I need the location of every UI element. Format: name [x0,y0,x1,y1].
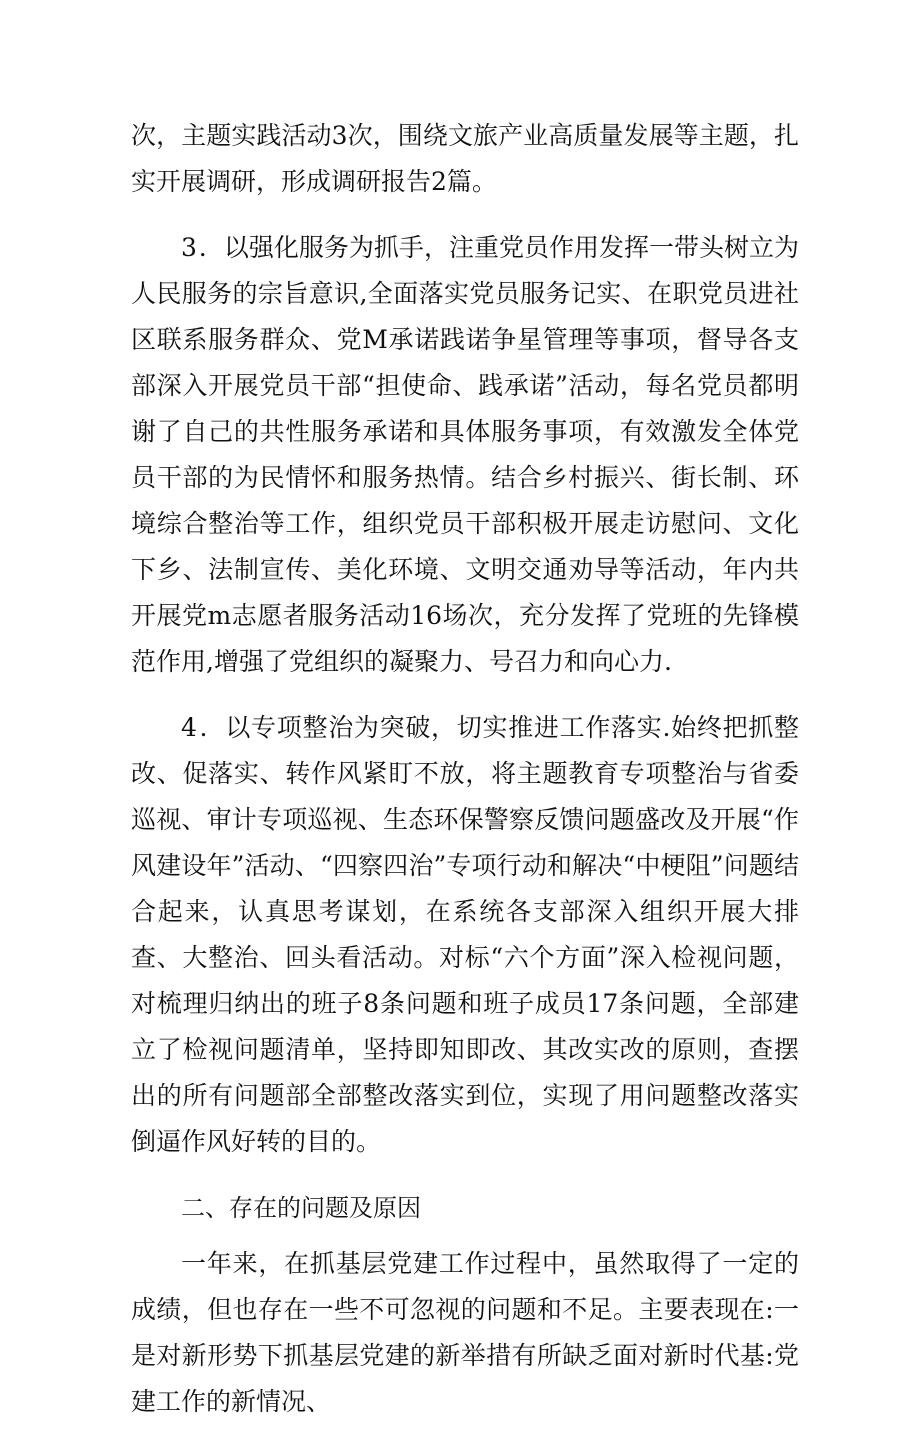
paragraph-text: 次，主题实践活动3次，围绕文旅产业高质量发展等主题，扎实开展调研，形成调研报告2篇。 [131,121,799,196]
paragraph-text: ．以专项整治为突破，切实推进工作落实.始终把抓整改、促落实、转作风紧盯不放，将主题教育专项整治与省委巡视、审计专项巡视、生态环保警察反馈问题盛改及开展“作风建设年”活动、“四察四治”专项行动和解决“中梗阻”问题结合起来，认真思考谋划，在系统各支部深入组织开展大排查、大整治、回头看活动。对标“六个方面”深入检视问题，对梳理归纳出的班子8条问题和班子成员17条问题，全部建立了检视问题清单，坚持即知即改、其改实改的原则，查摆出的所有问题部全部整改落实到位，实现了用问题整改落实倒逼作风好转的目的。 [131,713,799,1156]
paragraph-continuation [131,113,799,205]
paragraph-problems [131,1241,799,1425]
paragraph-text: ．以强化服务为抓手，注重党员作用发挥一带头树立为人民服务的宗旨意识,全面落实党员服务记实、在职党员进社区联系服务群众、党M承诺践诺争星管理等事项，督导各支部深入开展党员干部“担使命、践承诺”活动，每名党员都明谢了自己的共性服务承诺和具体服务事项，有效激发全体党员干部的为民情怀和服务热情。结合乡村振兴、街长制、环境综合整治等工作，组织党员干部积极开展走访慰问、文化下乡、法制宣传、美化环境、文明交通劝导等活动，年内共开展党m志愿者服务活动16场次，充分发挥了党班的先锋模范作用,增强了党组织的凝聚力、号召力和向心力. [131,233,799,676]
paragraph-text: 一年来，在抓基层党建工作过程中，虽然取得了一定的成绩，但也存在一些不可忽视的问题和不足。主要表现在:一是对新形势下抓基层党建的新举措有所缺乏面对新时代基:党建工作的新情况、 [131,1249,799,1416]
section-heading: 二、存在的问题及原因 [181,1194,421,1222]
paragraph-item-4 [131,705,799,1165]
item-number: 3 [181,233,199,262]
document-body [131,113,799,1445]
paragraph-item-3 [131,225,799,685]
item-number: 4 [181,713,199,742]
